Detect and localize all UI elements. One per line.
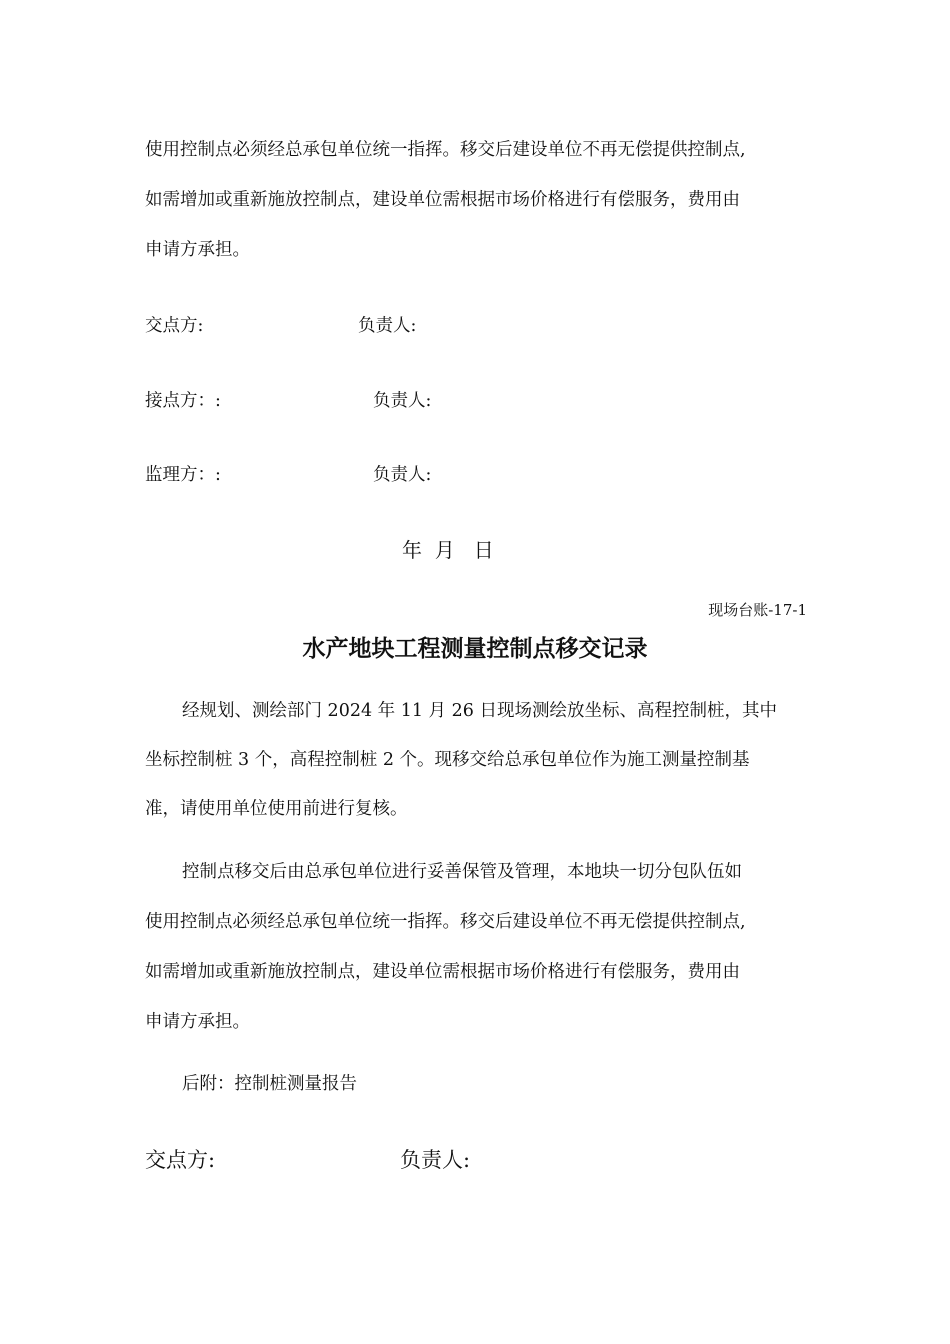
bottom-handover-person-label: 负责人: (400, 1148, 471, 1172)
paragraph-line: 如需增加或重新施放控制点，建设单位需根据市场价格进行有偿服务，费用由 (145, 190, 740, 210)
handover-party-label: 交点方: (145, 316, 204, 336)
paragraph-line: 使用控制点必须经总承包单位统一指挥。移交后建设单位不再无偿提供控制点, (145, 912, 746, 932)
receiving-person-label: 负责人: (373, 391, 432, 411)
paragraph-line: 准，请使用单位使用前进行复核。 (145, 799, 408, 819)
paragraph-line: 申请方承担。 (145, 240, 250, 260)
paragraph-line: 控制点移交后由总承包单位进行妥善保管及管理，本地块一切分包队伍如 (182, 862, 742, 882)
supervision-party-label: 监理方：: (145, 465, 221, 485)
attachment-note: 后附：控制桩测量报告 (182, 1074, 357, 1094)
paragraph-line: 经规划、测绘部门 2024 年 11 月 26 日现场测绘放坐标、高程控制桩，其中 (182, 701, 777, 721)
supervision-person-label: 负责人: (373, 465, 432, 485)
date-line: 年 月 日 (402, 538, 494, 562)
page-title: 水产地块工程测量控制点移交记录 (302, 635, 648, 662)
paragraph-line: 申请方承担。 (145, 1012, 250, 1032)
paragraph-line: 使用控制点必须经总承包单位统一指挥。移交后建设单位不再无偿提供控制点, (145, 140, 746, 160)
receiving-party-label: 接点方：: (145, 391, 221, 411)
form-code: 现场台账-17-1 (708, 601, 807, 619)
paragraph-line: 如需增加或重新施放控制点，建设单位需根据市场价格进行有偿服务，费用由 (145, 962, 740, 982)
bottom-handover-party-label: 交点方: (145, 1148, 216, 1172)
handover-person-label: 负责人: (358, 316, 417, 336)
paragraph-line: 坐标控制桩 3 个，高程控制桩 2 个。现移交给总承包单位作为施工测量控制基 (145, 750, 750, 770)
